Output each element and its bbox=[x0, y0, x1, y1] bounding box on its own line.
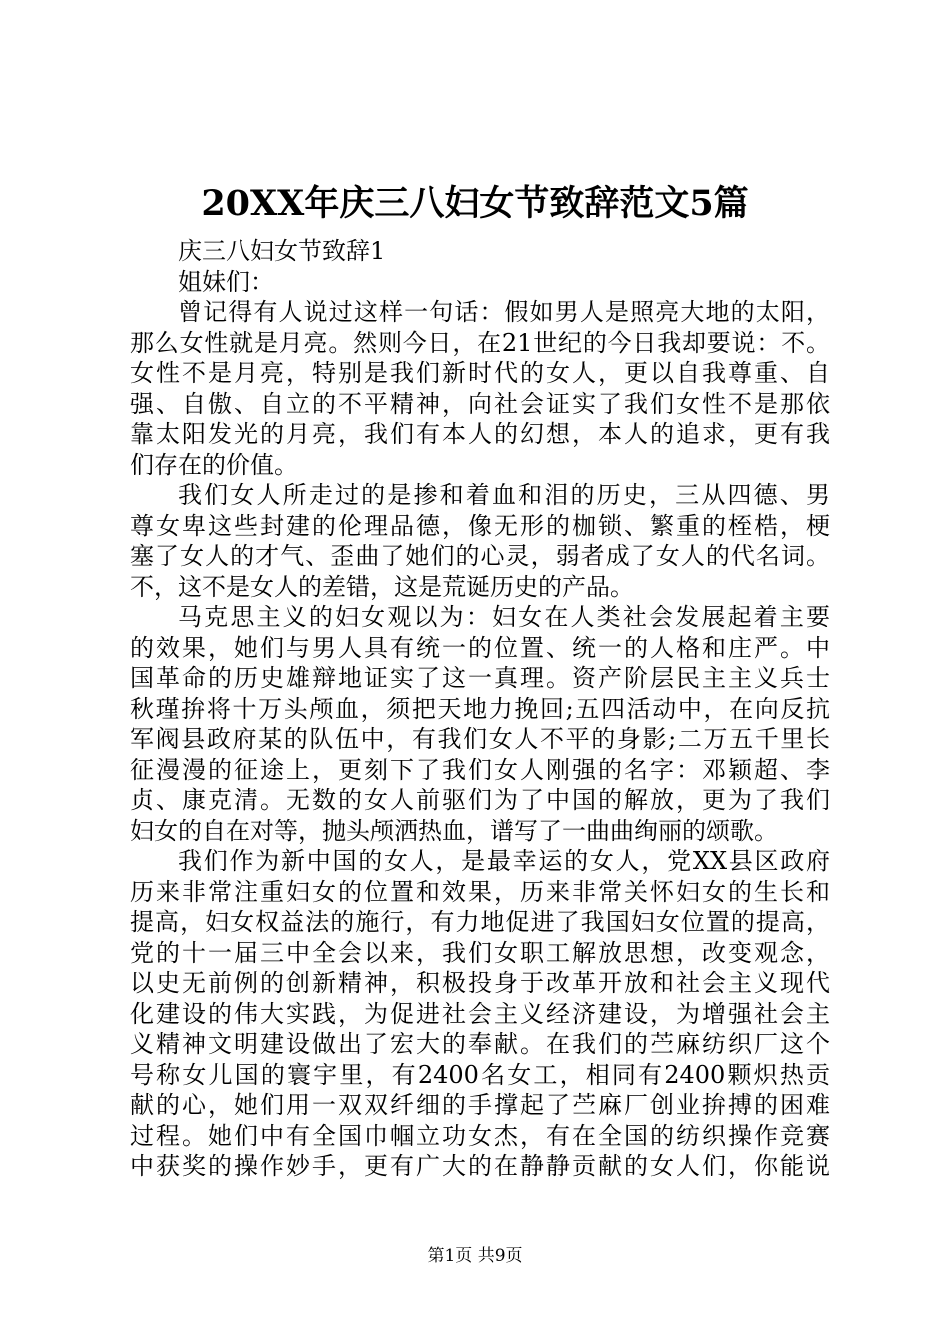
text-line: 贞、康克清。无数的女人前驱们为了中国的解放，更为了我们 bbox=[130, 786, 830, 814]
text-line: 姐妹们： bbox=[178, 267, 274, 296]
text-line: 历来非常注重妇女的位置和效果，历来非常关怀妇女的生长和 bbox=[130, 877, 830, 906]
text-line: 的效果，她们与男人具有统一的位置、统一的人格和庄严。中 bbox=[130, 633, 830, 662]
text-line: 秋瑾拚将十万头颅血，须把天地力挽回;五四活动中，在向反抗 bbox=[130, 694, 830, 723]
text-line: 过程。她们中有全国巾帼立功女杰，有在全国的纺织操作竞赛 bbox=[130, 1121, 830, 1150]
text-line: 化建设的伟大实践，为促进社会主义经济建设，为增强社会主 bbox=[130, 999, 830, 1028]
text-line: 军阀县政府某的队伍中，有我们女人不平的身影;二万五千里长 bbox=[130, 725, 830, 753]
text-line: 我们作为新中国的女人，是最幸运的女人，党XX县区政府 bbox=[178, 847, 830, 875]
text-line: 以史无前例的创新精神，积极投身于改革开放和社会主义现代 bbox=[130, 969, 830, 997]
text-line: 庆三八妇女节致辞1 bbox=[178, 237, 386, 265]
text-line: 塞了女人的才气、歪曲了她们的心灵，弱者成了女人的代名词。 bbox=[130, 542, 830, 570]
text-line: 那么女性就是月亮。然则今日，在21世纪的今日我却要说：不。 bbox=[130, 328, 830, 357]
text-line: 党的十一届三中全会以来，我们女职工解放思想，改变观念， bbox=[130, 938, 830, 967]
text-line: 国革命的历史雄辩地证实了这一真理。资产阶层民主主义兵士 bbox=[130, 664, 830, 692]
text-line: 献的心，她们用一双双纤细的手撑起了苎麻厂创业拚搏的困难 bbox=[130, 1091, 830, 1119]
document-title: 20XX年庆三八妇女节致辞范文5篇 bbox=[201, 183, 749, 224]
text-line: 号称女儿国的寰宇里，有2400名女工，相同有2400颗炽热贡 bbox=[130, 1060, 830, 1089]
text-line: 曾记得有人说过这样一句话：假如男人是照亮大地的太阳， bbox=[178, 298, 830, 326]
text-line: 妇女的自在对等，抛头颅洒热血，谱写了一曲曲绚丽的颂歌。 bbox=[130, 816, 778, 845]
text-line: 义精神文明建设做出了宏大的奉献。在我们的苎麻纺织厂这个 bbox=[130, 1030, 830, 1058]
text-line: 强、自傲、自立的不平精神，向社会证实了我们女性不是那依 bbox=[130, 389, 830, 418]
text-line: 女性不是月亮，特别是我们新时代的女人，更以自我尊重、自 bbox=[130, 359, 830, 387]
text-line: 中获奖的操作妙手，更有广大的在静静贡献的女人们，你能说 bbox=[130, 1152, 830, 1180]
text-line: 们存在的价值。 bbox=[130, 450, 298, 479]
document-body bbox=[130, 236, 830, 1182]
text-line: 征漫漫的征途上，更刻下了我们女人刚强的名字：邓颖超、李 bbox=[130, 755, 830, 784]
text-line: 不，这不是女人的差错，这是荒诞历史的产品。 bbox=[130, 572, 634, 601]
text-line: 尊女卑这些封建的伦理品德，像无形的枷锁、繁重的桎梏，梗 bbox=[130, 511, 830, 540]
page-footer: 第1页 共9页 bbox=[427, 1246, 523, 1266]
text-line: 靠太阳发光的月亮，我们有本人的幻想，本人的追求，更有我 bbox=[130, 420, 830, 448]
text-line: 提高，妇女权益法的施行，有力地促进了我国妇女位置的提高， bbox=[130, 908, 830, 936]
text-line: 我们女人所走过的是掺和着血和泪的历史，三从四德、男 bbox=[178, 481, 830, 509]
text-line: 马克思主义的妇女观以为：妇女在人类社会发展起着主要 bbox=[178, 603, 830, 631]
